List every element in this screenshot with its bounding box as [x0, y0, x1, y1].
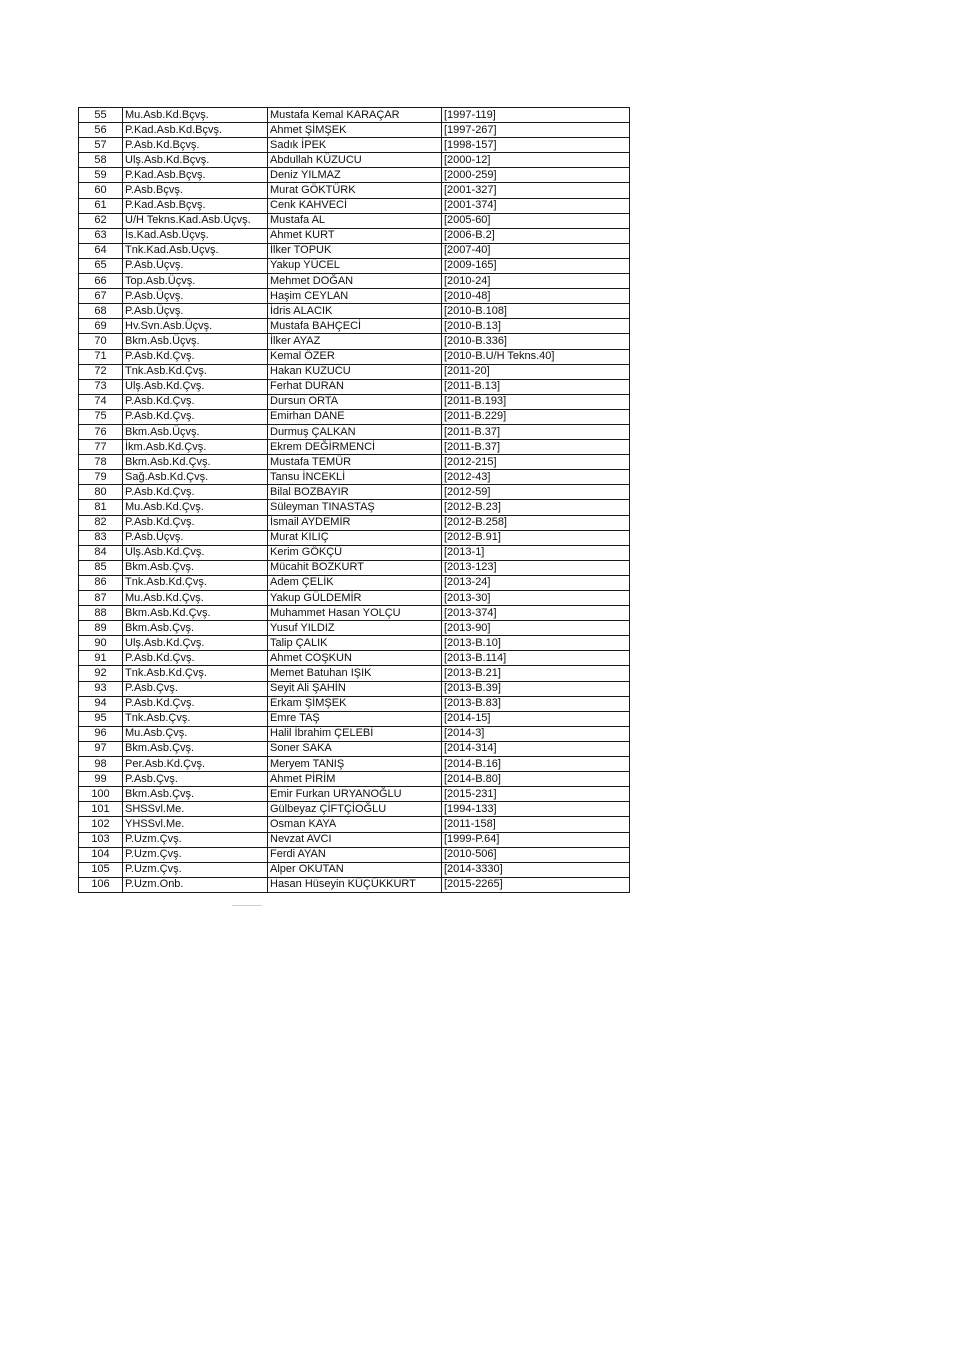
table-row [79, 289, 630, 304]
table-row [79, 545, 630, 560]
rank-cell: Tnk.Asb.Çvş. [123, 711, 268, 726]
name-cell: Abdullah KÜZUCU [268, 153, 442, 168]
rank-cell: P.Uzm.Onb. [123, 877, 268, 892]
name-cell: Talip ÇALIK [268, 636, 442, 651]
rank-cell: Bkm.Asb.Çvş. [123, 560, 268, 575]
table-row [79, 651, 630, 666]
table-row [79, 817, 630, 832]
reference-cell: [2010-B.13] [442, 319, 630, 334]
name-cell: Durmuş ÇALKAN [268, 424, 442, 439]
rank-cell: P.Kad.Asb.Kd.Bçvş. [123, 123, 268, 138]
row-number-cell: 76 [79, 424, 123, 439]
row-number-cell: 87 [79, 591, 123, 606]
name-cell: Soner SAKA [268, 741, 442, 756]
name-cell: Alper OKUTAN [268, 862, 442, 877]
name-cell: Mücahit BOZKURT [268, 560, 442, 575]
rank-cell: P.Asb.Üçvş. [123, 289, 268, 304]
personnel-table [78, 107, 630, 893]
rank-cell: Bkm.Asb.Çvş. [123, 787, 268, 802]
row-number-cell: 95 [79, 711, 123, 726]
name-cell: Cenk KAHVECİ [268, 198, 442, 213]
name-cell: İlker AYAZ [268, 334, 442, 349]
row-number-cell: 79 [79, 470, 123, 485]
table-row [79, 485, 630, 500]
rank-cell: P.Asb.Bçvş. [123, 183, 268, 198]
rank-cell: Bkm.Asb.Çvş. [123, 741, 268, 756]
reference-cell: [2014-3] [442, 726, 630, 741]
table-row [79, 726, 630, 741]
row-number-cell: 86 [79, 575, 123, 590]
rank-cell: P.Asb.Kd.Bçvş. [123, 138, 268, 153]
table-row [79, 168, 630, 183]
reference-cell: [2011-B.13] [442, 379, 630, 394]
reference-cell: [2009-165] [442, 258, 630, 273]
table-row [79, 877, 630, 892]
rank-cell: P.Uzm.Çvş. [123, 862, 268, 877]
rank-cell: Top.Asb.Üçvş. [123, 274, 268, 289]
rank-cell: P.Asb.Kd.Çvş. [123, 696, 268, 711]
row-number-cell: 62 [79, 213, 123, 228]
table-row [79, 108, 630, 123]
reference-cell: [2010-24] [442, 274, 630, 289]
table-row [79, 591, 630, 606]
reference-cell: [2015-2265] [442, 877, 630, 892]
table-row [79, 123, 630, 138]
reference-cell: [1997-267] [442, 123, 630, 138]
name-cell: Yusuf YILDIZ [268, 621, 442, 636]
row-number-cell: 98 [79, 757, 123, 772]
name-cell: Ahmet COŞKUN [268, 651, 442, 666]
table-row [79, 213, 630, 228]
table-row [79, 349, 630, 364]
reference-cell: [2000-259] [442, 168, 630, 183]
reference-cell: [1997-119] [442, 108, 630, 123]
rank-cell: İkm.Asb.Kd.Çvş. [123, 440, 268, 455]
table-row [79, 228, 630, 243]
table-row [79, 258, 630, 273]
rank-cell: P.Asb.Kd.Çvş. [123, 409, 268, 424]
row-number-cell: 104 [79, 847, 123, 862]
table-row [79, 636, 630, 651]
row-number-cell: 88 [79, 606, 123, 621]
reference-cell: [2010-48] [442, 289, 630, 304]
table-row [79, 666, 630, 681]
rank-cell: Tnk.Asb.Kd.Çvş. [123, 575, 268, 590]
name-cell: Haşim CEYLAN [268, 289, 442, 304]
row-number-cell: 100 [79, 787, 123, 802]
row-number-cell: 59 [79, 168, 123, 183]
rank-cell: Bkm.Asb.Çvş. [123, 621, 268, 636]
rank-cell: U/H Tekns.Kad.Asb.Üçvş. [123, 213, 268, 228]
row-number-cell: 82 [79, 515, 123, 530]
rank-cell: P.Kad.Asb.Bçvş. [123, 168, 268, 183]
name-cell: Deniz YILMAZ [268, 168, 442, 183]
row-number-cell: 78 [79, 455, 123, 470]
name-cell: Ahmet ŞİMŞEK [268, 123, 442, 138]
table-row [79, 243, 630, 258]
reference-cell: [2010-506] [442, 847, 630, 862]
rank-cell: Hv.Svn.Asb.Üçvş. [123, 319, 268, 334]
row-number-cell: 97 [79, 741, 123, 756]
name-cell: Ferdi AYAN [268, 847, 442, 862]
row-number-cell: 75 [79, 409, 123, 424]
rank-cell: P.Asb.Kd.Çvş. [123, 651, 268, 666]
reference-cell: [1994-133] [442, 802, 630, 817]
row-number-cell: 58 [79, 153, 123, 168]
name-cell: Mustafa AL [268, 213, 442, 228]
table-row [79, 364, 630, 379]
rank-cell: İs.Kad.Asb.Üçvş. [123, 228, 268, 243]
name-cell: Mustafa TEMÜR [268, 455, 442, 470]
name-cell: Erkam ŞİMŞEK [268, 696, 442, 711]
row-number-cell: 73 [79, 379, 123, 394]
table-row [79, 424, 630, 439]
row-number-cell: 84 [79, 545, 123, 560]
rank-cell: Ulş.Asb.Kd.Çvş. [123, 379, 268, 394]
row-number-cell: 69 [79, 319, 123, 334]
reference-cell: [2013-24] [442, 575, 630, 590]
table-row [79, 575, 630, 590]
table-row [79, 757, 630, 772]
table-row [79, 681, 630, 696]
row-number-cell: 96 [79, 726, 123, 741]
reference-cell: [2013-B.39] [442, 681, 630, 696]
row-number-cell: 103 [79, 832, 123, 847]
reference-cell: [2013-30] [442, 591, 630, 606]
name-cell: Kerim GÖKÇÜ [268, 545, 442, 560]
row-number-cell: 94 [79, 696, 123, 711]
table-row [79, 198, 630, 213]
personnel-table-body [79, 108, 630, 893]
reference-cell: [2013-123] [442, 560, 630, 575]
table-row [79, 711, 630, 726]
reference-cell: [2011-20] [442, 364, 630, 379]
rank-cell: Mu.Asb.Kd.Çvş. [123, 591, 268, 606]
row-number-cell: 57 [79, 138, 123, 153]
reference-cell: [2013-B.114] [442, 651, 630, 666]
table-row [79, 409, 630, 424]
reference-cell: [2014-3330] [442, 862, 630, 877]
table-row [79, 455, 630, 470]
reference-cell: [2012-B.91] [442, 530, 630, 545]
table-row [79, 696, 630, 711]
name-cell: Emre TAŞ [268, 711, 442, 726]
reference-cell: [2001-374] [442, 198, 630, 213]
row-number-cell: 106 [79, 877, 123, 892]
name-cell: Seyit Ali ŞAHİN [268, 681, 442, 696]
rank-cell: P.Asb.Çvş. [123, 772, 268, 787]
row-number-cell: 71 [79, 349, 123, 364]
name-cell: Adem ÇELİK [268, 575, 442, 590]
name-cell: Osman KAYA [268, 817, 442, 832]
reference-cell: [2010-B.U/H Tekns.40] [442, 349, 630, 364]
table-row [79, 470, 630, 485]
reference-cell: [2010-B.336] [442, 334, 630, 349]
table-row [79, 787, 630, 802]
table-row [79, 772, 630, 787]
name-cell: Gülbeyaz ÇİFTÇİOĞLU [268, 802, 442, 817]
reference-cell: [2013-B.10] [442, 636, 630, 651]
name-cell: Emirhan DANE [268, 409, 442, 424]
row-number-cell: 80 [79, 485, 123, 500]
table-row [79, 741, 630, 756]
rank-cell: Mu.Asb.Çvş. [123, 726, 268, 741]
rank-cell: Tnk.Kad.Asb.Üçvş. [123, 243, 268, 258]
rank-cell: P.Kad.Asb.Bçvş. [123, 198, 268, 213]
rank-cell: Tnk.Asb.Kd.Çvş. [123, 364, 268, 379]
row-number-cell: 102 [79, 817, 123, 832]
row-number-cell: 55 [79, 108, 123, 123]
reference-cell: [2012-B.23] [442, 500, 630, 515]
table-row [79, 334, 630, 349]
table-row [79, 304, 630, 319]
rank-cell: Tnk.Asb.Kd.Çvş. [123, 666, 268, 681]
name-cell: Murat KILIÇ [268, 530, 442, 545]
name-cell: Muhammet Hasan YOLÇU [268, 606, 442, 621]
rank-cell: Ulş.Asb.Kd.Çvş. [123, 545, 268, 560]
name-cell: İdris ALACIK [268, 304, 442, 319]
table-row [79, 183, 630, 198]
reference-cell: [2014-B.16] [442, 757, 630, 772]
reference-cell: [1998-157] [442, 138, 630, 153]
name-cell: Sadık İPEK [268, 138, 442, 153]
rank-cell: Ulş.Asb.Kd.Bçvş. [123, 153, 268, 168]
reference-cell: [2014-314] [442, 741, 630, 756]
row-number-cell: 77 [79, 440, 123, 455]
name-cell: Yakup YÜCEL [268, 258, 442, 273]
row-number-cell: 85 [79, 560, 123, 575]
reference-cell: [2006-B.2] [442, 228, 630, 243]
table-row [79, 379, 630, 394]
reference-cell: [2015-231] [442, 787, 630, 802]
name-cell: Mehmet DOĞAN [268, 274, 442, 289]
name-cell: Ferhat DURAN [268, 379, 442, 394]
row-number-cell: 99 [79, 772, 123, 787]
reference-cell: [2011-B.37] [442, 440, 630, 455]
rank-cell: P.Asb.Üçvş. [123, 530, 268, 545]
table-row [79, 138, 630, 153]
table-row [79, 862, 630, 877]
reference-cell: [2000-12] [442, 153, 630, 168]
reference-cell: [2012-59] [442, 485, 630, 500]
scan-mark [232, 905, 262, 906]
name-cell: Dursun ORTA [268, 394, 442, 409]
reference-cell: [2014-B.80] [442, 772, 630, 787]
rank-cell: P.Asb.Kd.Çvş. [123, 394, 268, 409]
row-number-cell: 92 [79, 666, 123, 681]
row-number-cell: 61 [79, 198, 123, 213]
row-number-cell: 64 [79, 243, 123, 258]
rank-cell: YHSSvl.Me. [123, 817, 268, 832]
name-cell: Emir Furkan URYANOĞLU [268, 787, 442, 802]
row-number-cell: 105 [79, 862, 123, 877]
table-row [79, 621, 630, 636]
table-row [79, 274, 630, 289]
reference-cell: [2005-60] [442, 213, 630, 228]
rank-cell: P.Asb.Kd.Çvş. [123, 349, 268, 364]
reference-cell: [2013-90] [442, 621, 630, 636]
name-cell: Mustafa BAHÇECİ [268, 319, 442, 334]
reference-cell: [1999-P.64] [442, 832, 630, 847]
reference-cell: [2011-B.229] [442, 409, 630, 424]
name-cell: Kemal ÖZER [268, 349, 442, 364]
rank-cell: P.Uzm.Çvş. [123, 832, 268, 847]
reference-cell: [2013-374] [442, 606, 630, 621]
reference-cell: [2012-B.258] [442, 515, 630, 530]
row-number-cell: 89 [79, 621, 123, 636]
name-cell: İsmail AYDEMİR [268, 515, 442, 530]
table-row [79, 606, 630, 621]
reference-cell: [2011-158] [442, 817, 630, 832]
name-cell: Ekrem DEĞİRMENCİ [268, 440, 442, 455]
rank-cell: Mu.Asb.Kd.Bçvş. [123, 108, 268, 123]
row-number-cell: 60 [79, 183, 123, 198]
rank-cell: P.Uzm.Çvş. [123, 847, 268, 862]
table-row [79, 802, 630, 817]
row-number-cell: 74 [79, 394, 123, 409]
table-row [79, 832, 630, 847]
reference-cell: [2013-B.21] [442, 666, 630, 681]
name-cell: Yakup GÜLDEMİR [268, 591, 442, 606]
row-number-cell: 81 [79, 500, 123, 515]
table-row [79, 440, 630, 455]
reference-cell: [2007-40] [442, 243, 630, 258]
row-number-cell: 70 [79, 334, 123, 349]
rank-cell: Sağ.Asb.Kd.Çvş. [123, 470, 268, 485]
reference-cell: [2014-15] [442, 711, 630, 726]
reference-cell: [2013-B.83] [442, 696, 630, 711]
row-number-cell: 83 [79, 530, 123, 545]
rank-cell: P.Asb.Kd.Çvş. [123, 515, 268, 530]
rank-cell: Bkm.Asb.Kd.Çvş. [123, 455, 268, 470]
rank-cell: Bkm.Asb.Üçvş. [123, 334, 268, 349]
row-number-cell: 93 [79, 681, 123, 696]
table-row [79, 530, 630, 545]
name-cell: Süleyman TINASTAŞ [268, 500, 442, 515]
reference-cell: [2012-43] [442, 470, 630, 485]
row-number-cell: 63 [79, 228, 123, 243]
name-cell: Tansu İNCEKLİ [268, 470, 442, 485]
rank-cell: Bkm.Asb.Kd.Çvş. [123, 606, 268, 621]
name-cell: Mustafa Kemal KARAÇAR [268, 108, 442, 123]
reference-cell: [2012-215] [442, 455, 630, 470]
rank-cell: Ulş.Asb.Kd.Çvş. [123, 636, 268, 651]
name-cell: Ahmet KURT [268, 228, 442, 243]
rank-cell: P.Asb.Çvş. [123, 681, 268, 696]
row-number-cell: 90 [79, 636, 123, 651]
table-row [79, 319, 630, 334]
table-row [79, 394, 630, 409]
name-cell: Hakan KUZUCU [268, 364, 442, 379]
row-number-cell: 101 [79, 802, 123, 817]
rank-cell: P.Asb.Üçvş. [123, 304, 268, 319]
reference-cell: [2011-B.37] [442, 424, 630, 439]
name-cell: Murat GÖKTÜRK [268, 183, 442, 198]
table-row [79, 560, 630, 575]
reference-cell: [2010-B.108] [442, 304, 630, 319]
row-number-cell: 67 [79, 289, 123, 304]
name-cell: Ahmet PİRİM [268, 772, 442, 787]
rank-cell: SHSSvl.Me. [123, 802, 268, 817]
row-number-cell: 68 [79, 304, 123, 319]
table-row [79, 847, 630, 862]
name-cell: Memet Batuhan IŞIK [268, 666, 442, 681]
name-cell: Bilal BOZBAYIR [268, 485, 442, 500]
table-row [79, 153, 630, 168]
reference-cell: [2013-1] [442, 545, 630, 560]
name-cell: Nevzat AVCI [268, 832, 442, 847]
reference-cell: [2011-B.193] [442, 394, 630, 409]
row-number-cell: 66 [79, 274, 123, 289]
rank-cell: Bkm.Asb.Üçvş. [123, 424, 268, 439]
rank-cell: Mu.Asb.Kd.Çvş. [123, 500, 268, 515]
row-number-cell: 91 [79, 651, 123, 666]
row-number-cell: 65 [79, 258, 123, 273]
name-cell: İlker TOPUK [268, 243, 442, 258]
table-row [79, 515, 630, 530]
rank-cell: Per.Asb.Kd.Çvş. [123, 757, 268, 772]
rank-cell: P.Asb.Kd.Çvş. [123, 485, 268, 500]
row-number-cell: 72 [79, 364, 123, 379]
row-number-cell: 56 [79, 123, 123, 138]
name-cell: Hasan Hüseyin KÜÇÜKKURT [268, 877, 442, 892]
table-row [79, 500, 630, 515]
name-cell: Halil İbrahim ÇELEBİ [268, 726, 442, 741]
name-cell: Meryem TANIŞ [268, 757, 442, 772]
reference-cell: [2001-327] [442, 183, 630, 198]
rank-cell: P.Asb.Üçvş. [123, 258, 268, 273]
